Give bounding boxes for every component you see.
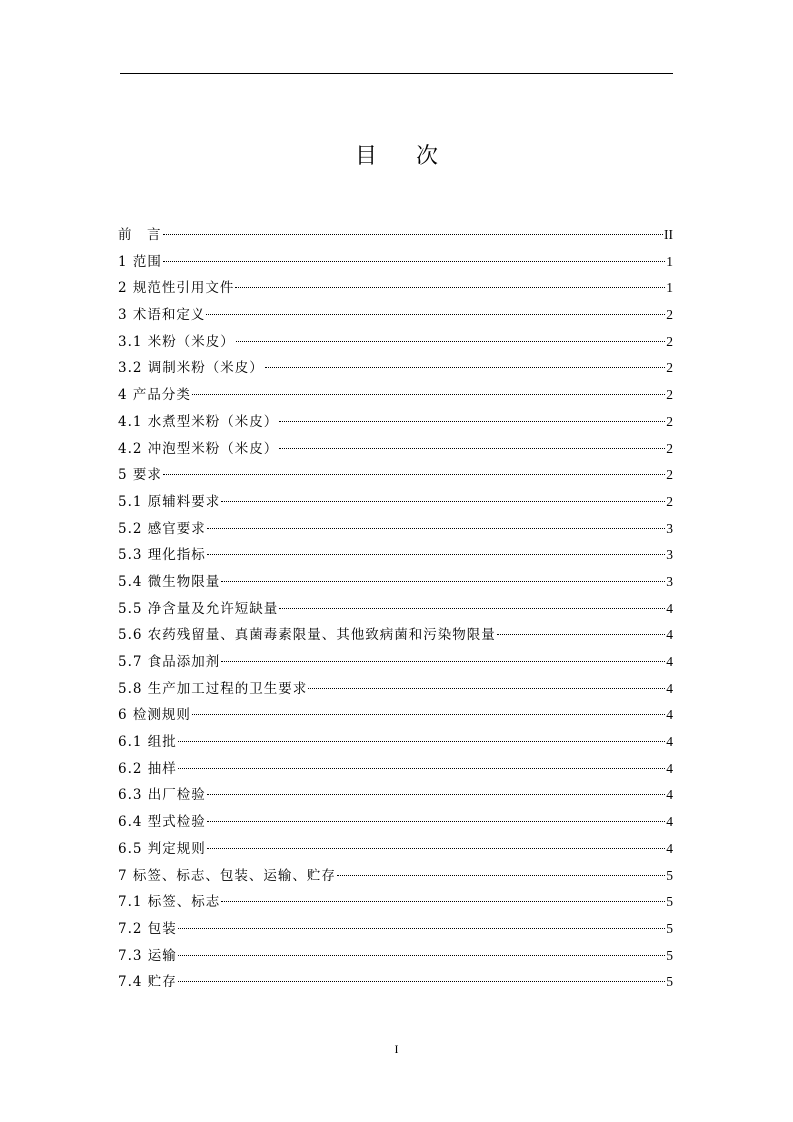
toc-entry-page: 2	[666, 413, 673, 429]
toc-entry-label: 6.1 组批	[118, 734, 177, 751]
toc-leader-dots	[221, 643, 665, 662]
toc-entry-page: 5	[666, 894, 673, 910]
toc-entry-label: 7 标签、标志、包装、运输、贮存	[118, 867, 336, 884]
toc-entry-label: 6 检测规则	[118, 707, 191, 724]
toc-entry-page: 2	[666, 387, 673, 403]
toc-entry[interactable]	[118, 967, 673, 994]
toc-entry-page: 3	[666, 547, 673, 563]
toc-leader-dots	[235, 269, 665, 288]
toc-leader-dots	[178, 963, 665, 982]
toc-entry-page: 4	[666, 787, 673, 803]
toc-leader-dots	[308, 670, 665, 689]
toc-leader-dots	[178, 750, 665, 769]
toc-entry-label: 5.5 净含量及允许短缺量	[118, 600, 279, 617]
toc-entry-label: 6.3 出厂检验	[118, 787, 206, 804]
toc-leader-dots	[178, 937, 665, 956]
toc-entry-page: 4	[666, 840, 673, 856]
page-title: 目 次	[355, 144, 454, 169]
toc-entry-label: 5.7 食品添加剂	[118, 654, 221, 670]
toc-leader-dots	[178, 910, 665, 929]
toc-entry-label: 5.1 原辅料要求	[118, 493, 221, 510]
toc-entry-label: 4 产品分类	[118, 387, 191, 404]
toc-entry-label: 7.2 包装	[118, 920, 177, 937]
toc-leader-dots	[206, 296, 665, 315]
toc-entry-label: 前 言	[118, 227, 162, 243]
toc-entry-page: 3	[666, 573, 673, 589]
toc-leader-dots	[207, 536, 665, 555]
toc-leader-dots	[221, 883, 665, 902]
toc-entry-page: 4	[666, 680, 673, 696]
toc-entry-label: 6.5 判定规则	[118, 840, 206, 857]
toc-entry-label: 3 术语和定义	[118, 307, 206, 324]
toc-leader-dots	[265, 349, 665, 368]
toc-entry-page: 5	[666, 920, 673, 936]
toc-entry-page: 4	[666, 734, 673, 750]
toc-entry-page: 4	[666, 654, 673, 669]
toc-entry-label: 4.2 冲泡型米粉（米皮）	[118, 440, 279, 457]
toc-entry-page: 5	[666, 947, 673, 963]
toc-entry-label: 5.4 微生物限量	[118, 573, 221, 590]
toc-entry-page: 4	[666, 707, 673, 723]
toc-leader-dots	[497, 616, 665, 635]
toc-entry-page: 4	[666, 814, 673, 830]
toc-leader-dots	[207, 776, 665, 795]
toc-leader-dots	[163, 243, 665, 262]
toc-entry-label: 3.2 调制米粉（米皮）	[118, 360, 264, 377]
toc-entry-label: 2 规范性引用文件	[118, 280, 235, 297]
toc-entry-page: 2	[666, 333, 673, 349]
toc-entry-label: 7.1 标签、标志	[118, 894, 221, 911]
toc-entry-label: 5.3 理化指标	[118, 547, 206, 564]
toc-entry-page: 2	[666, 467, 673, 483]
toc-entry-page: 4	[666, 760, 673, 776]
toc-entry-page: 3	[666, 520, 673, 536]
toc-entry-page: 2	[666, 360, 673, 376]
toc-leader-dots	[207, 510, 665, 529]
toc-entry-label: 6.4 型式检验	[118, 814, 206, 831]
toc-leader-dots	[279, 430, 665, 449]
toc-entry-label: 7.3 运输	[118, 947, 177, 964]
toc-leader-dots	[178, 723, 665, 742]
toc-leader-dots	[207, 830, 665, 849]
toc-entry-page: 5	[666, 974, 673, 990]
toc-entry-label: 7.4 贮存	[118, 974, 177, 991]
toc-entry-page: 5	[666, 867, 673, 883]
toc-entry-page: 2	[666, 493, 673, 509]
toc-entry-label: 6.2 抽样	[118, 760, 177, 777]
toc-leader-dots	[192, 376, 665, 395]
toc-leader-dots	[221, 483, 665, 502]
toc-leader-dots	[279, 590, 665, 609]
toc-entry-label: 5 要求	[118, 467, 162, 484]
page-number: I	[394, 1042, 399, 1056]
toc-entry-page: 2	[666, 440, 673, 456]
toc-leader-dots	[207, 803, 665, 822]
toc-entry-page: 1	[666, 280, 673, 296]
toc-leader-dots	[337, 857, 665, 876]
toc-entry-page: II	[664, 227, 673, 242]
toc-entry-label: 4.1 水煮型米粉（米皮）	[118, 413, 279, 430]
toc-entry-page: 2	[666, 307, 673, 323]
toc-leader-dots	[236, 323, 665, 342]
toc-entry-label: 5.2 感官要求	[118, 520, 206, 537]
toc-leader-dots	[163, 216, 664, 235]
toc-leader-dots	[192, 696, 665, 715]
toc-entry-label: 1 范围	[118, 253, 162, 270]
toc-entry-label: 5.8 生产加工过程的卫生要求	[118, 680, 308, 697]
toc-entry-page: 4	[666, 600, 673, 616]
header-rule	[120, 73, 673, 74]
toc-entry-label: 5.6 农药残留量、真菌毒素限量、其他致病菌和污染物限量	[118, 627, 496, 644]
table-of-contents	[118, 220, 673, 994]
toc-entry-label: 3.1 米粉（米皮）	[118, 333, 235, 350]
toc-leader-dots	[221, 563, 665, 582]
toc-leader-dots	[279, 403, 665, 422]
toc-leader-dots	[163, 456, 665, 475]
toc-entry-page: 1	[666, 253, 673, 269]
toc-entry-page: 4	[666, 627, 673, 643]
